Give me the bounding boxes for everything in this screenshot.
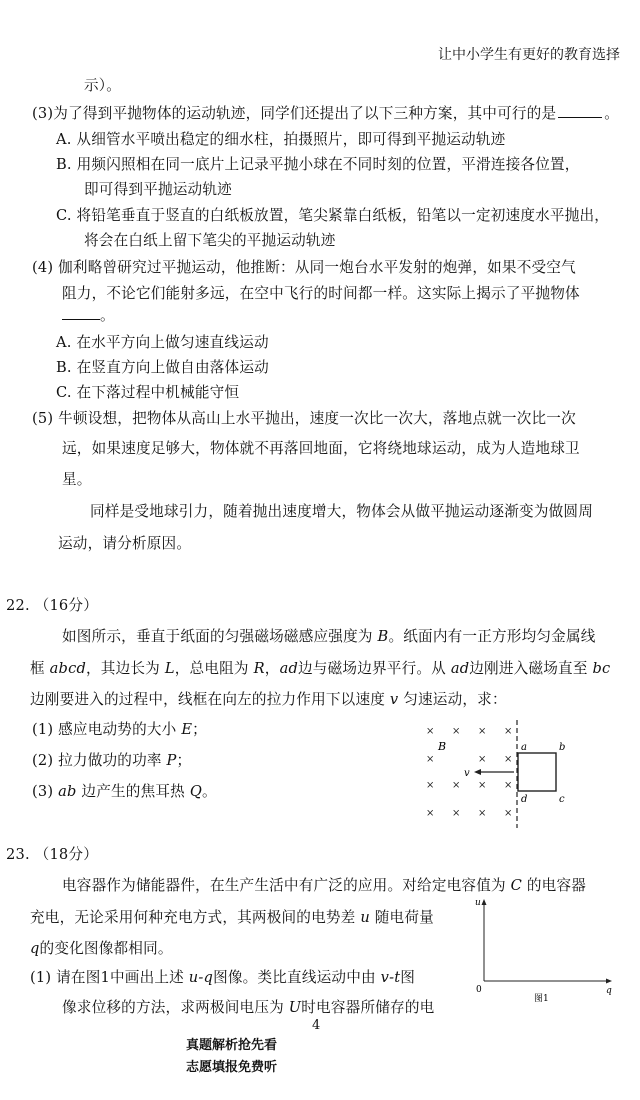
q22-line1: 如图所示，垂直于纸面的匀强磁场磁感应强度为 B。纸面内有一正方形均匀金属线 [62, 628, 596, 645]
cross-mark: × [426, 754, 435, 765]
cross-mark: × [426, 780, 435, 791]
uq-graph-figure [470, 895, 620, 1010]
q21-p3-option-c-cont: 将会在白纸上留下笔尖的平抛运动轨迹 [84, 232, 336, 249]
q21-p4-option-b: B. 在竖直方向上做自由落体运动 [56, 359, 269, 376]
arrow-right-icon [606, 979, 612, 984]
q21-p5-line4: 同样是受地球引力，随着抛出速度增大，物体会从做平抛运动逐渐变为做圆周 [90, 503, 593, 520]
label-b: b [559, 742, 566, 753]
header-slogan: 让中小学生有更好的教育选择 [438, 47, 620, 63]
cross-mark: × [426, 808, 435, 819]
origin-label: 0 [476, 985, 482, 995]
q23-line4: (1) 请在图1中画出上述 u-q图像。类比直线运动中由 v-t图 [30, 969, 416, 986]
cross-mark: × [452, 808, 461, 819]
q21-p3-stem: (3)为了得到平抛物体的运动轨迹，同学们还提出了以下三种方案，其中可行的是 。 [32, 105, 620, 122]
cross-mark: × [478, 726, 487, 737]
cross-mark: × [452, 780, 461, 791]
q21-p3-option-b: B. 用频闪照相在同一底片上记录平抛小球在不同时刻的位置，平滑连接各位置， [56, 156, 580, 173]
q-axis-label: q [606, 986, 612, 996]
cross-mark: × [504, 780, 513, 791]
q21-p3-option-a: A. 从细管水平喷出稳定的细水柱，拍摄照片，即可得到平抛运动轨迹 [56, 131, 506, 148]
q21-p4-option-a: A. 在水平方向上做匀速直线运动 [56, 334, 269, 351]
q21-p3-option-c: C. 将铅笔垂直于竖直的白纸板放置，笔尖紧靠白纸板，铅笔以一定初速度水平抛出， [56, 207, 610, 224]
q21-p5-line5: 运动，请分析原因。 [58, 535, 192, 552]
magnetic-field-figure [420, 720, 600, 830]
cross-mark: × [504, 726, 513, 737]
arrow-head-icon [474, 769, 481, 775]
q22-sub3: (3) ab 边产生的焦耳热 Q。 [32, 783, 217, 800]
q23-line1: 电容器作为储能器件，在生产生活中有广泛的应用。对给定电容值为 C 的电容器 [62, 877, 587, 894]
q23-line5: 像求位移的方法，求两极间电压为 U时电容器所储存的电 [62, 999, 435, 1016]
label-d: d [521, 794, 528, 805]
q22-line2: 框 abcd，其边长为 L，总电阻为 R，ad边与磁场边界平行。从 ad边刚进入磁场直至 bc [30, 660, 611, 677]
q22-sub1: (1) 感应电动势的大小 E； [32, 721, 207, 738]
page-number: 4 [312, 1018, 321, 1033]
q21-p4-option-c: C. 在下落过程中机械能守恒 [56, 384, 240, 401]
q21-p4-line2: 阻力，不论它们能射多远，在空中飞行的时间都一样。这实际上揭示了平抛物体 [62, 285, 580, 302]
cross-mark: × [452, 726, 461, 737]
q21-p5-line1: (5) 牛顿设想，把物体从高山上水平抛出，速度一次比一次大，落地点就一次比一次 [32, 410, 576, 427]
u-axis-label: u [475, 898, 481, 908]
footer-line2: 志愿填报免费听 [186, 1060, 278, 1075]
square-loop [518, 753, 556, 791]
q21-p3-option-b-cont: 即可得到平抛运动轨迹 [84, 181, 232, 198]
cross-mark: × [426, 726, 435, 737]
q23-line3: q的变化图像都相同。 [30, 940, 173, 957]
label-a: a [521, 742, 527, 753]
cross-mark: × [478, 780, 487, 791]
q21-p5-line3: 星。 [62, 471, 92, 488]
label-b-field: B [438, 740, 447, 753]
q22-title: 22. （16分） [6, 597, 98, 614]
label-c: c [559, 794, 565, 805]
q22-line3: 边刚要进入的过程中，线框在向左的拉力作用下以速度 v 匀速运动，求： [30, 691, 507, 708]
cross-mark: × [504, 754, 513, 765]
q21-p4-line1: (4) 伽利略曾研究过平抛运动，他推断：从同一炮台水平发射的炮弹，如果不受空气 [32, 259, 576, 276]
figure-caption: 图1 [534, 994, 549, 1004]
label-v: v [464, 768, 470, 779]
q22-sub2: (2) 拉力做功的功率 P； [32, 752, 192, 769]
footer-line1: 真题解析抢先看 [186, 1038, 278, 1053]
q21-carry-over: 示）。 [84, 77, 122, 94]
answer-blank [62, 307, 100, 320]
cross-mark: × [504, 808, 513, 819]
arrow-up-icon [482, 899, 487, 905]
q21-p5-line2: 远，如果速度足够大，物体就不再落回地面，它将绕地球运动，成为人造地球卫 [62, 440, 580, 457]
q23-title: 23. （18分） [6, 846, 98, 863]
answer-blank [558, 105, 602, 118]
q23-line2: 充电，无论采用何种充电方式，其两极间的电势差 u 随电荷量 [30, 909, 434, 926]
cross-mark: × [478, 754, 487, 765]
q21-p4-line3: 。 [62, 304, 115, 325]
cross-mark: × [478, 808, 487, 819]
